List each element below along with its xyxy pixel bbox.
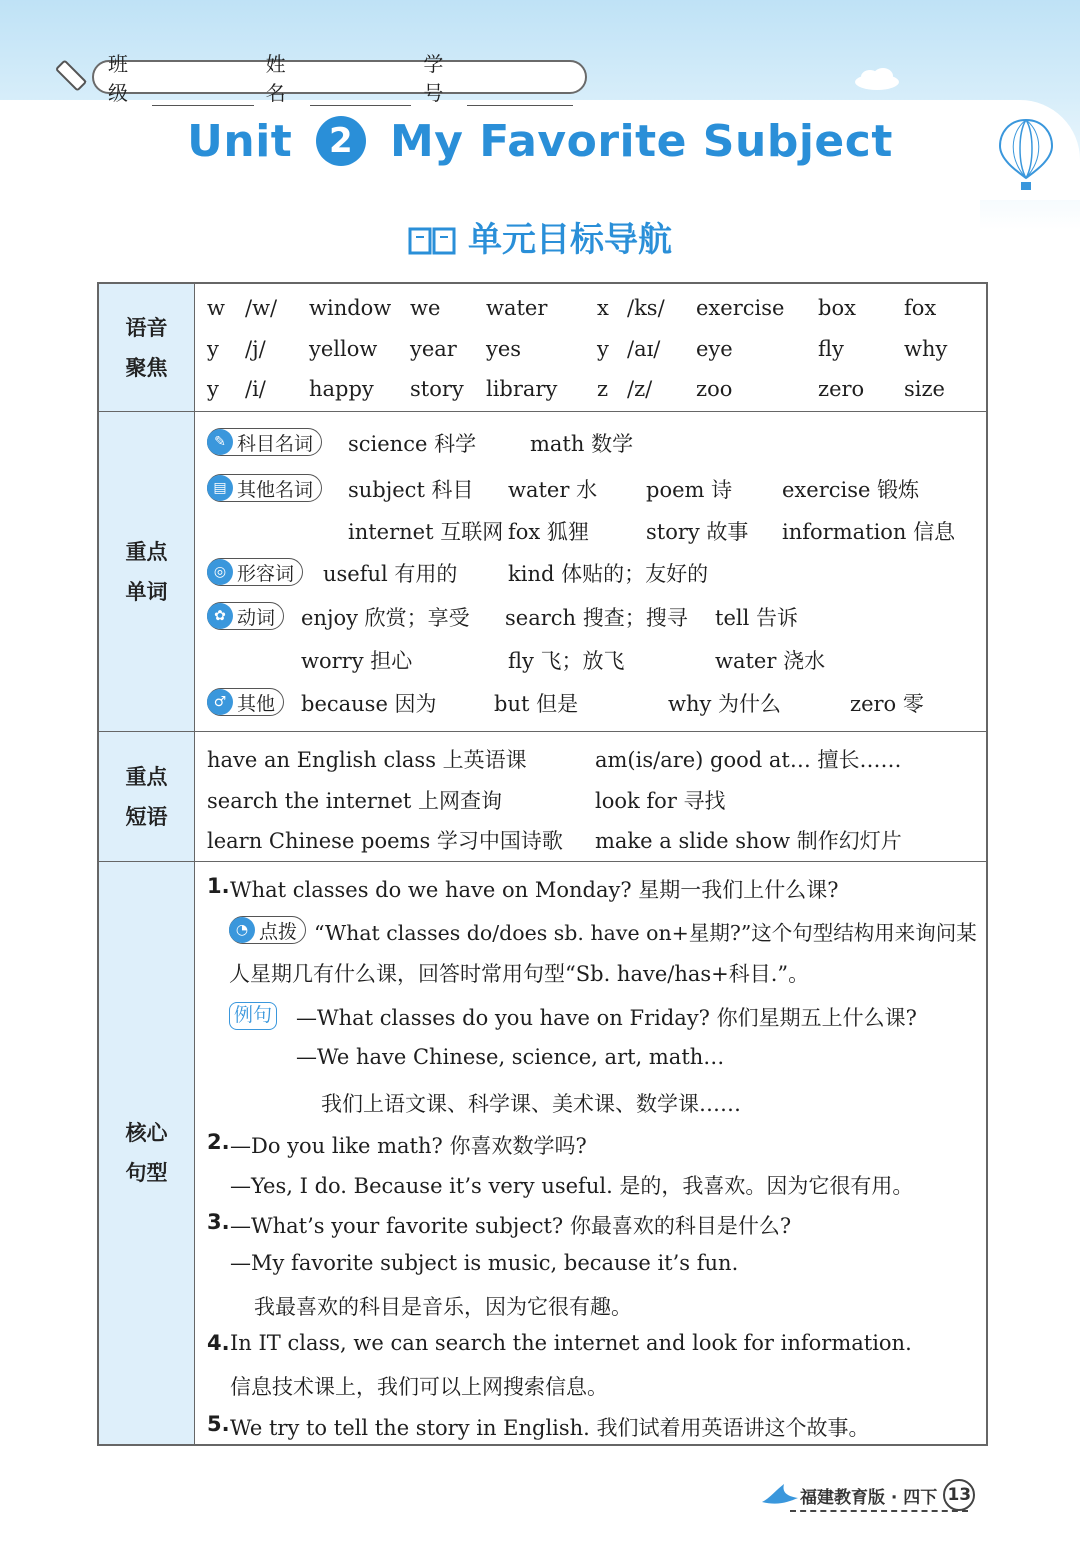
sentence-text: —Yes, I do. Because it’s very useful. 是的，我喜欢。因为它很有用。 [230, 1174, 914, 1198]
sentence-text: 信息技术课上，我们可以上网搜索信息。 [230, 1375, 608, 1399]
badge-label: 形容词 [237, 562, 295, 585]
vocab-item: because 因为 [301, 692, 437, 716]
phrase-item: make a slide show 制作幻灯片 [595, 829, 902, 853]
vocab-item: exercise 锻炼 [782, 478, 920, 502]
word: year [410, 337, 457, 361]
word: why [904, 337, 948, 361]
page-footer [760, 1478, 975, 1512]
phrase-item: learn Chinese poems 学习中国诗歌 [207, 829, 563, 853]
unit-number-badge: 2 [316, 116, 366, 166]
letter: y [207, 337, 219, 361]
cloud-icon [852, 66, 902, 92]
id-field [423, 48, 573, 106]
sentences-row [99, 862, 986, 1444]
word: eye [696, 337, 733, 361]
badge-label: 科目名词 [237, 432, 314, 455]
word: fox [904, 296, 937, 320]
nav-title-text: 单元目标导航 [468, 220, 672, 260]
phoneme: /z/ [627, 377, 653, 401]
vocab-item: kind 体贴的；友好的 [508, 562, 709, 586]
class-blank[interactable] [152, 86, 254, 106]
sentence-number: 4. [207, 1331, 230, 1355]
word: fly [818, 337, 844, 361]
example-badge: 例句 [229, 1002, 277, 1030]
sentence-number: 1. [207, 874, 230, 898]
example-text: 我们上语文课、科学课、美术课、数学课…… [321, 1092, 741, 1116]
student-info-bar [92, 52, 587, 105]
sentence-text: 我最喜欢的科目是音乐，因为它很有趣。 [254, 1295, 632, 1319]
vocab-item: water 水 [508, 478, 598, 502]
page-number: 13 [943, 1479, 975, 1511]
class-label: 班级 [108, 52, 128, 105]
unit-summary-table [97, 282, 988, 1446]
class-field [108, 48, 254, 106]
vocab-item: search 搜查；搜寻 [505, 606, 688, 630]
phrase-item: have an English class 上英语课 [207, 748, 527, 772]
category-line: 短语 [125, 804, 168, 829]
word: library [486, 377, 558, 401]
phoneme: /i/ [245, 377, 266, 401]
letter: x [597, 296, 609, 320]
category-line: 重点 [125, 764, 168, 789]
section-heading [0, 212, 1080, 261]
sentences-category [99, 862, 195, 1444]
vocab-item: subject 科目 [348, 478, 474, 502]
sentence-number: 3. [207, 1210, 230, 1234]
example-text: —What classes do you have on Friday? 你们星期五上什么课? [296, 1006, 917, 1030]
sentence-text: In IT class, we can search the internet and look for information. [230, 1331, 912, 1355]
name-label: 姓名 [265, 52, 286, 105]
vocab-item: worry 担心 [301, 649, 413, 673]
pencil-icon [56, 52, 96, 92]
vocab-row [99, 412, 986, 732]
vocab-item: tell 告诉 [715, 606, 798, 630]
tip-text: 人星期几有什么课，回答时常用句型“Sb. have/has+科目.”。 [229, 962, 810, 986]
category-line: 重点 [125, 539, 168, 564]
badge-label: 其他 [237, 692, 276, 715]
category-line: 句型 [125, 1161, 168, 1185]
phrase-item: search the internet 上网查询 [207, 789, 503, 813]
badge-label: 动词 [237, 606, 276, 629]
vocab-item: zero 零 [850, 692, 924, 716]
phoneme: /aɪ/ [627, 337, 661, 361]
word: happy [309, 377, 374, 401]
phrases-row [99, 732, 986, 862]
tip-text: “What classes do/does sb. have on+星期?”这个句型结构用来询问某 [314, 921, 977, 945]
sentence-number: 2. [207, 1130, 230, 1154]
pencil-icon: ✎ [207, 429, 233, 455]
male-symbol-icon: ♂ [207, 689, 233, 715]
letter: y [597, 337, 609, 361]
phonics-category [99, 284, 195, 411]
word: size [904, 377, 945, 401]
example-text: —We have Chinese, science, art, math… [296, 1045, 725, 1069]
word: yellow [309, 337, 378, 361]
vocab-item: math 数学 [530, 432, 634, 456]
globe-icon: ◎ [207, 559, 233, 585]
vocab-item: fly 飞；放飞 [508, 649, 625, 673]
phrases-category [99, 732, 195, 861]
atom-icon: ✿ [207, 603, 233, 629]
verbs-badge [207, 602, 284, 630]
others-badge [207, 688, 284, 716]
word: box [818, 296, 856, 320]
phrase-item: am(is/are) good at… 擅长…… [595, 748, 902, 772]
word: exercise [696, 296, 785, 320]
letter: z [597, 377, 609, 401]
letter: y [207, 377, 219, 401]
vocab-item: poem 诗 [646, 478, 733, 502]
unit-title [0, 116, 1080, 167]
vocab-item: fox 狐狸 [508, 520, 589, 544]
word: window [309, 296, 392, 320]
word: yes [486, 337, 522, 361]
phoneme: /ks/ [627, 296, 665, 320]
letter: w [207, 296, 225, 320]
edition-label: 福建教育版 · 四下 [800, 1487, 938, 1508]
tip-badge [229, 916, 306, 944]
vocab-item: internet 互联网 [348, 520, 504, 544]
word: story [410, 377, 464, 401]
badge-label: 其他名词 [237, 478, 314, 501]
sentence-text: We try to tell the story in English. 我们试着用英语讲这个故事。 [230, 1416, 870, 1440]
vocab-item: information 信息 [782, 520, 956, 544]
phoneme: /j/ [245, 337, 266, 361]
word: water [486, 296, 548, 320]
category-line: 单词 [125, 579, 168, 604]
vocab-item: science 科学 [348, 432, 477, 456]
unit-name: My Favorite Subject [389, 116, 893, 167]
vocab-item: why 为什么 [668, 692, 782, 716]
vocab-item: water 浇水 [715, 649, 826, 673]
vocab-item: useful 有用的 [323, 562, 458, 586]
sentence-text: What classes do we have on Monday? 星期一我们上什么课? [230, 878, 839, 902]
sentence-number: 5. [207, 1412, 230, 1436]
phonics-row [99, 284, 986, 412]
vocab-item: but 但是 [494, 692, 579, 716]
sentence-text: —My favorite subject is music, because it’s fun. [230, 1251, 739, 1275]
category-line: 语音 [125, 315, 168, 340]
word: we [410, 296, 441, 320]
word: zero [818, 377, 865, 401]
vocab-category [99, 412, 195, 731]
unit-prefix: Unit [187, 116, 293, 167]
phrase-item: look for 寻找 [595, 789, 726, 813]
book-icon [408, 225, 456, 257]
phoneme: /w/ [245, 296, 278, 320]
speaker-icon: ◔ [229, 917, 255, 943]
subject-nouns-badge [207, 428, 322, 456]
adjectives-badge [207, 558, 303, 586]
sentence-text: —What’s your favorite subject? 你最喜欢的科目是什么? [230, 1214, 792, 1238]
sentence-text: —Do you like math? 你喜欢数学吗? [230, 1134, 587, 1158]
book-icon: ▤ [207, 475, 233, 501]
category-line: 核心 [125, 1121, 168, 1145]
vocab-item: enjoy 欣赏；享受 [301, 606, 470, 630]
word: zoo [696, 377, 733, 401]
id-label: 学号 [423, 52, 444, 105]
badge-label: 点拨 [259, 920, 298, 943]
other-nouns-badge [207, 474, 322, 502]
vocab-item: story 故事 [646, 520, 749, 544]
name-blank[interactable] [310, 86, 412, 106]
name-field [266, 48, 412, 106]
bird-icon [760, 1480, 800, 1510]
category-line: 聚焦 [125, 355, 168, 380]
id-blank[interactable] [467, 86, 573, 106]
